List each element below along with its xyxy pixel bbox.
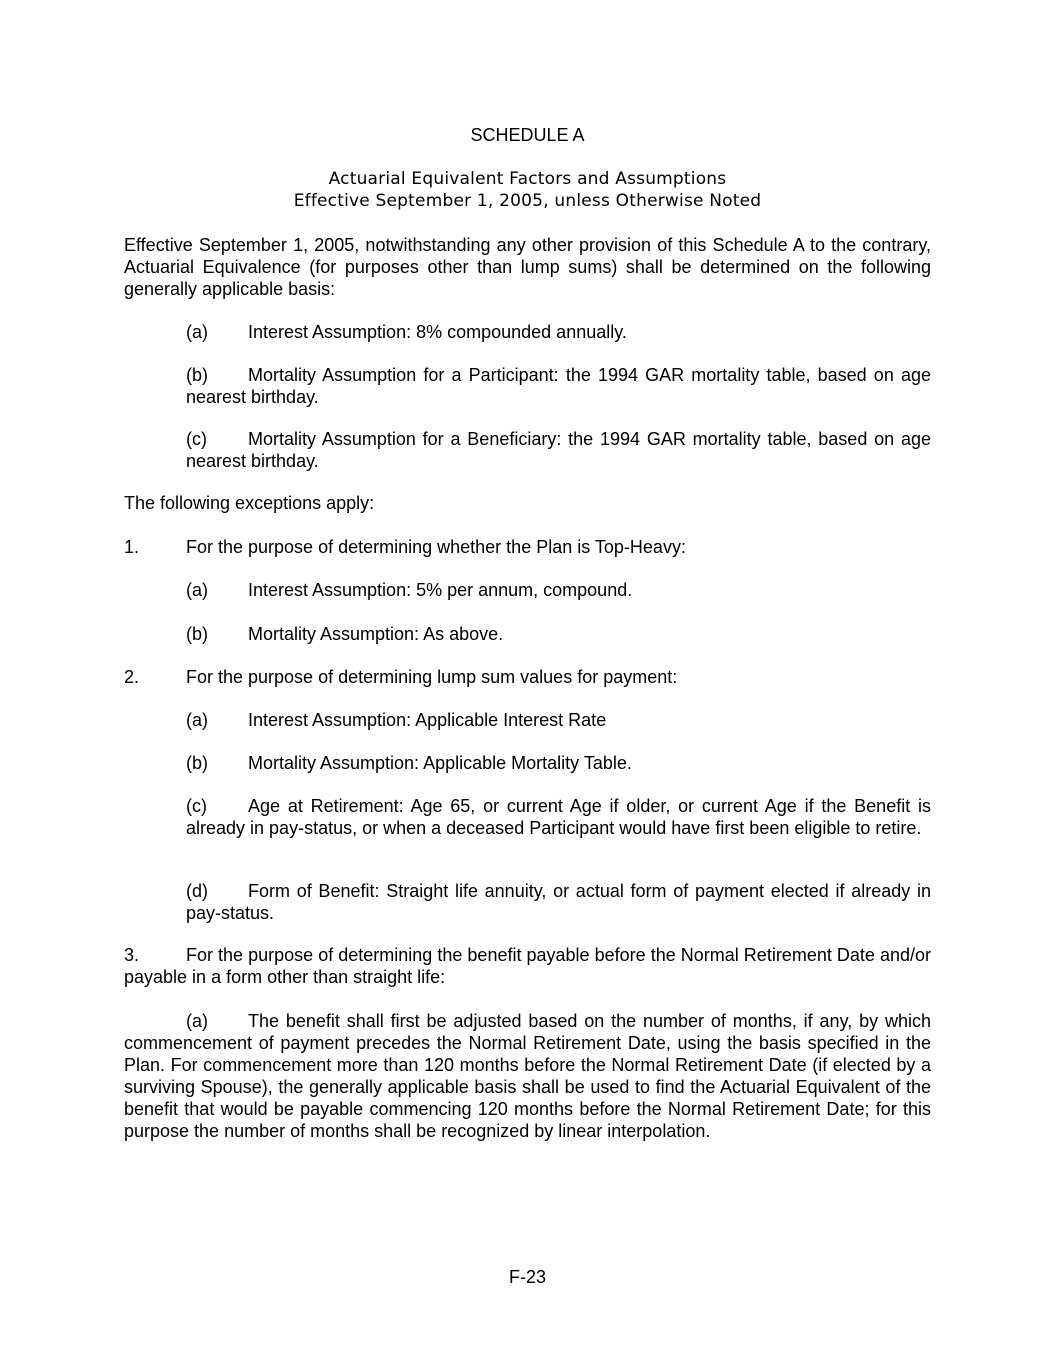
general-basis-item-a — [186, 321, 931, 343]
item-text: Age at Retirement: Age 65, or current Age if older, or current Age if the Benefit is already in pay-status, or when a deceased Participant would have first been eligible to retire. — [186, 796, 931, 838]
exception-2-item-a — [186, 709, 931, 731]
item-text: Mortality Assumption: Applicable Mortality Table. — [248, 753, 632, 773]
schedule-title: SCHEDULE A — [470, 125, 585, 145]
general-basis-item-c — [186, 428, 931, 472]
exception-1-heading — [124, 536, 931, 558]
exception-number: 2. — [124, 667, 140, 687]
item-marker: (b) — [186, 624, 208, 644]
general-basis-item-b — [186, 364, 931, 408]
item-text: Interest Assumption: 8% compounded annually. — [248, 322, 627, 342]
exception-2-item-c — [186, 795, 931, 839]
exception-text: For the purpose of determining whether the Plan is Top-Heavy: — [186, 537, 686, 557]
item-marker: (b) — [186, 753, 208, 773]
item-marker: (c) — [186, 429, 207, 449]
item-marker: (c) — [186, 796, 207, 816]
schedule-subtitle-line2: Effective September 1, 2005, unless Otherwise Noted — [293, 191, 762, 211]
item-text: Interest Assumption: 5% per annum, compound. — [248, 580, 633, 600]
item-marker: (a) — [186, 322, 208, 342]
item-marker: (d) — [186, 881, 208, 901]
item-text: Mortality Assumption: As above. — [248, 624, 504, 644]
item-text: Interest Assumption: Applicable Interest Rate — [248, 710, 607, 730]
exception-number: 3. — [124, 945, 140, 965]
item-marker: (a) — [186, 1011, 208, 1031]
exception-text: For the purpose of determining lump sum values for payment: — [186, 667, 678, 687]
item-marker: (b) — [186, 365, 208, 385]
exception-1-item-a — [186, 579, 931, 601]
item-text: Mortality Assumption for a Beneficiary: the 1994 GAR mortality table, based on age nearest birthday. — [186, 429, 931, 471]
schedule-subtitle-line1: Actuarial Equivalent Factors and Assumptions — [328, 169, 727, 189]
item-text: Mortality Assumption for a Participant: the 1994 GAR mortality table, based on age nearest birthday. — [186, 365, 931, 407]
exception-1-item-b — [186, 623, 931, 645]
exception-2-heading — [124, 666, 931, 688]
exception-text: For the purpose of determining the benefit payable before the Normal Retirement Date and/or payable in a form other than straight life: — [124, 945, 931, 987]
item-marker: (a) — [186, 580, 208, 600]
item-text: Form of Benefit: Straight life annuity, or actual form of payment elected if already in pay-status. — [186, 881, 931, 923]
exception-number: 1. — [124, 537, 140, 557]
exception-3-heading — [124, 944, 931, 988]
exception-3-item-a — [124, 1010, 931, 1142]
intro-paragraph: Effective September 1, 2005, notwithstanding any other provision of this Schedule A to the contrary, Actuarial Equivalence (for purposes other than lump sums) shall be determined on the following generally applicable basis: — [124, 235, 931, 299]
exception-2-item-d — [186, 880, 931, 924]
exceptions-intro: The following exceptions apply: — [124, 493, 375, 513]
item-text: The benefit shall first be adjusted based on the number of months, if any, by which commencement of payment precedes the Normal Retirement Date, using the basis specified in the Plan. For commencement more than 120 months before the Normal Retirement Date (if elected by a surviving Spouse), the generally applicable basis shall be used to find the Actuarial Equivalent of the benefit that would be payable commencing 120 months before the Normal Retirement Date; for this purpose the number of months shall be recognized by linear interpolation. — [124, 1011, 931, 1141]
item-marker: (a) — [186, 710, 208, 730]
exception-2-item-b — [186, 752, 931, 774]
page-number: F-23 — [508, 1267, 546, 1287]
